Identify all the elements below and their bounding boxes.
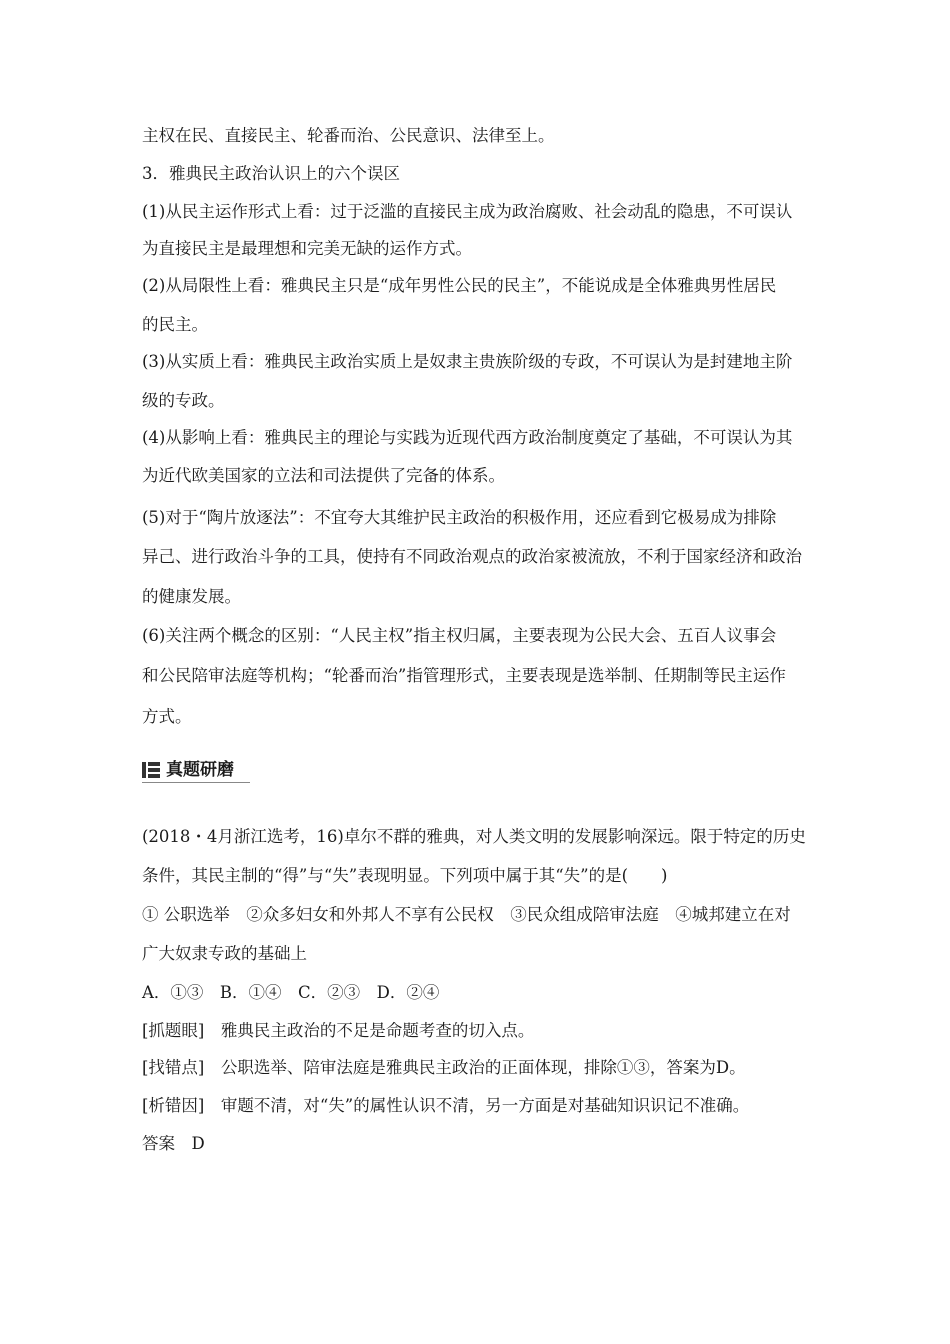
answer-line: 答案 D (142, 1134, 205, 1153)
point-5-line-3: 的健康发展。 (142, 587, 241, 606)
point-5-line-1: (5)对于“陶片放逐法”：不宜夸大其维护民主政治的积极作用，还应看到它极易成为排除 (142, 508, 777, 527)
question-options-line-1: ① 公职选举 ②众多妇女和外邦人不享有公民权 ③民众组成陪审法庭 ④城邦建立在对 (142, 905, 791, 924)
point-4-line-1: (4)从影响上看：雅典民主的理论与实践为近现代西方政治制度奠定了基础，不可误认为其 (142, 428, 793, 447)
analysis-find-error: [找错点] 公职选举、陪审法庭是雅典民主政治的正面体现，排除①③，答案为D。 (142, 1058, 746, 1077)
point-3-line-1: (3)从实质上看：雅典民主政治实质上是奴隶主贵族阶级的专政，不可误认为是封建地主阶 (142, 352, 793, 371)
section-underline (142, 782, 250, 783)
point-3-line-2: 级的专政。 (142, 391, 225, 410)
question-stem-line-1: (2018・4月浙江选考，16)卓尔不群的雅典，对人类文明的发展影响深远。限于特定的历史 (142, 827, 806, 846)
analysis-grasp: [抓题眼] 雅典民主政治的不足是命题考查的切入点。 (142, 1021, 535, 1040)
question-options-line-2: 广大奴隶专政的基础上 (142, 944, 307, 963)
point-6-line-2: 和公民陪审法庭等机构；“轮番而治”指管理形式，主要表现是选举制、任期制等民主运作 (142, 666, 786, 685)
point-1-line-1: (1)从民主运作形式上看：过于泛滥的直接民主成为政治腐败、社会动乱的隐患，不可误认 (142, 202, 793, 221)
section-bars-icon (142, 762, 160, 778)
answer-choices: A．①③ B．①④ C．②③ D．②④ (142, 983, 440, 1002)
intro-line: 主权在民、直接民主、轮番而治、公民意识、法律至上。 (142, 126, 555, 145)
point-6-line-1: (6)关注两个概念的区别：“人民主权”指主权归属，主要表现为公民大会、五百人议事会 (142, 626, 777, 645)
section-title: 真题研磨 (166, 760, 234, 780)
point-6-line-3: 方式。 (142, 707, 192, 726)
question-stem-line-2: 条件，其民主制的“得”与“失”表现明显。下列项中属于其“失”的是( ) (142, 866, 668, 885)
analysis-error-cause: [析错因] 审题不清，对“失”的属性认识不清，另一方面是对基础知识识记不准确。 (142, 1096, 750, 1115)
point-1-line-2: 为直接民主是最理想和完美无缺的运作方式。 (142, 239, 472, 258)
section-heading (142, 760, 250, 780)
point-4-line-2: 为近代欧美国家的立法和司法提供了完备的体系。 (142, 466, 505, 485)
subheading-misconceptions: 3．雅典民主政治认识上的六个误区 (142, 164, 400, 183)
point-2-line-2: 的民主。 (142, 315, 208, 334)
point-2-line-1: (2)从局限性上看：雅典民主只是“成年男性公民的民主”，不能说成是全体雅典男性居民 (142, 276, 777, 295)
point-5-line-2: 异己、进行政治斗争的工具，使持有不同政治观点的政治家被流放，不利于国家经济和政治 (142, 547, 802, 566)
